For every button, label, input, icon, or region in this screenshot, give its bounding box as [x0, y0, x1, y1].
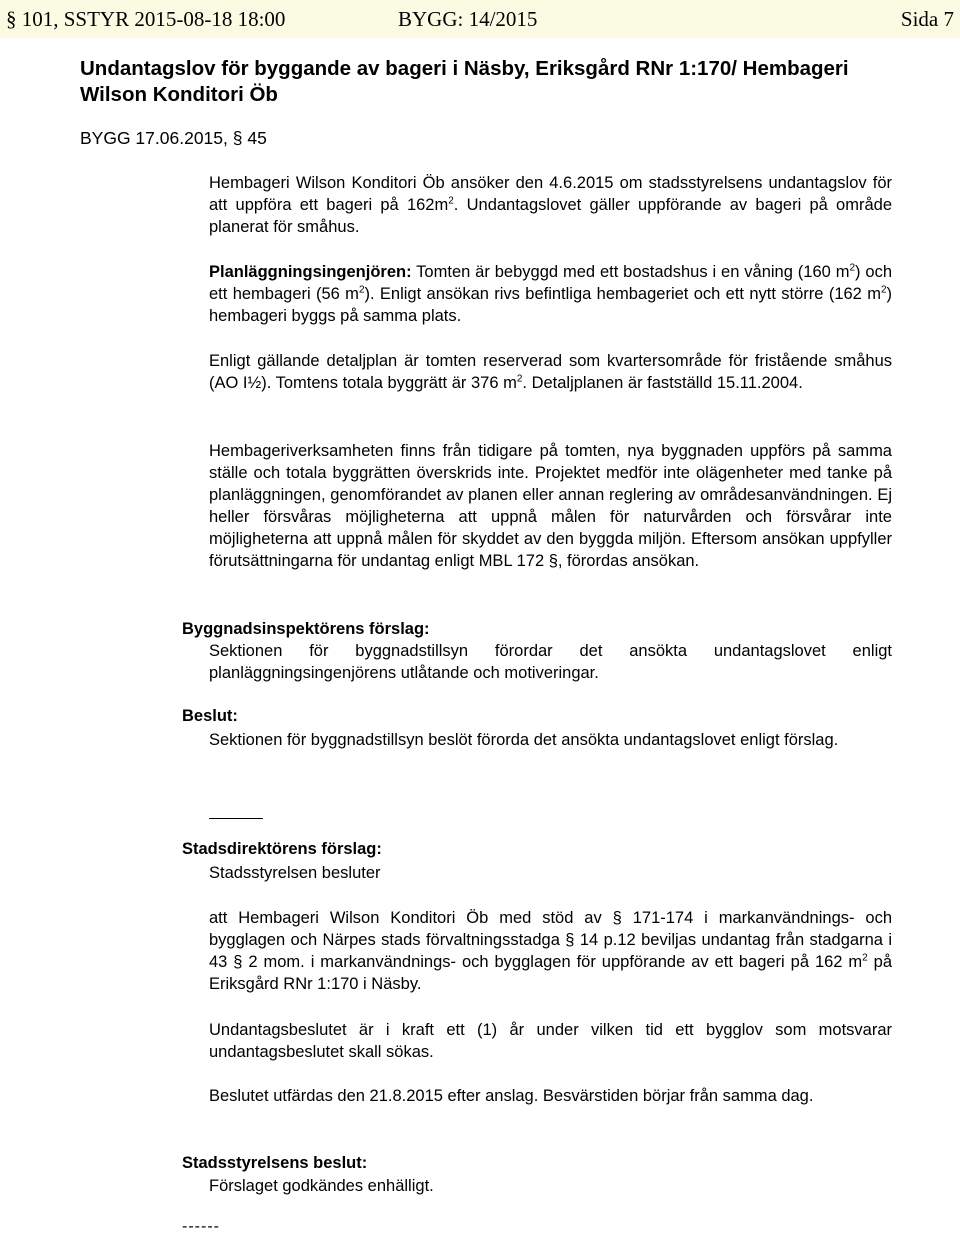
intro-text-2: . Undantagslovet gäller uppförande av bageri på område planerat för småhus.	[209, 196, 892, 236]
board-heading: Stadsstyrelsens beslut:	[182, 1154, 368, 1172]
planning-sup-1: 2	[849, 262, 855, 274]
director-issued: Beslutet utfärdas den 21.8.2015 efter anslag. Besvärstiden börjar från samma dag.	[209, 1087, 814, 1105]
end-mark: ------	[182, 1218, 220, 1235]
inspector-heading: Byggnadsinspektörens förslag:	[182, 620, 430, 638]
proposal-sup: 2	[862, 952, 868, 964]
planning-text-2: ) och ett hembageri (56 m	[209, 263, 892, 303]
detailplan-text-1: Enligt gällande detaljplan är tomten reserverad som kvartersområde för fristående småhus (AO I½). Tomtens totala byggrätt är 376 m	[209, 352, 892, 392]
proposal-text-2: på Eriksgård RNr 1:170 i Näsby.	[209, 953, 893, 993]
inspector-text: Sektionen för byggnadstillsyn förordar det ansökta undantagslovet enligt planläggningsingenjörens utlåtande och motiveringar.	[209, 642, 892, 682]
planning-sup-2: 2	[358, 284, 365, 296]
activity-paragraph: Hembageriverksamheten finns från tidigare på tomten, nya byggnaden uppförs på samma ställe och totala byggrätten överskrids inte. Projektet medför inte olägenheter med tanke på planläggningen, genomförandet av planen eller annan reglering av områdesanvändningen. Ej heller försvåras möjligheterna att uppnå målen för naturvården och försvårar inte möjligheterna att uppnå målen för skyddet av den byggda miljön. Eftersom ansökan uppfyller förutsättningarna för undantag enligt MBL 172 §, förordas ansökan.	[209, 442, 892, 570]
header-page-number: Sida 7	[900, 7, 954, 31]
planning-sup-3: 2	[880, 284, 887, 296]
planning-paragraph	[209, 261, 892, 327]
director-validity: Undantagsbeslutet är i kraft ett (1) år under vilken tid ett bygglov som motsvarar undantagsbeslutet skall sökas.	[209, 1021, 892, 1061]
page-header	[0, 0, 960, 38]
detailplan-sup: 2	[516, 373, 523, 385]
planning-text-1: Tomten är bebyggd med ett bostadshus i en våning (160 m	[411, 263, 850, 281]
decision-text: Sektionen för byggnadstillsyn beslöt förorda det ansökta undantagslovet enligt förslag.	[209, 731, 839, 749]
header-case-number: BYGG: 14/2015	[398, 7, 538, 31]
intro-paragraph	[209, 172, 892, 238]
proposal-text-1: att Hembageri Wilson Konditori Öb med stöd av § 171-174 i markanvändnings- och bygglagen och Närpes stads förvaltningsstadga § 14 p.12 beviljas undantag från stadgarna i 43 § 2 mom. i markanvändnings- och bygglagen för uppförande av ett bageri på 162 m	[209, 909, 892, 971]
planning-text-4: ) hembageri byggs på samma plats.	[209, 285, 892, 325]
detailplan-paragraph	[209, 350, 892, 394]
planning-label: Planläggningsingenjören:	[209, 263, 412, 281]
separator-line	[209, 818, 263, 819]
director-lead: Stadsstyrelsen besluter	[209, 864, 381, 882]
board-text: Förslaget godkändes enhälligt.	[209, 1177, 434, 1195]
director-heading: Stadsdirektörens förslag:	[182, 840, 382, 858]
reference-line: BYGG 17.06.2015, § 45	[80, 128, 267, 148]
detailplan-text-2: . Detaljplanen är fastställd 15.11.2004.	[522, 374, 803, 392]
intro-text-1: Hembageri Wilson Konditori Öb ansöker den 4.6.2015 om stadsstyrelsens undantagslov för att uppföra ett bageri på 162m	[209, 174, 892, 214]
decision-heading: Beslut:	[182, 707, 238, 725]
header-section-date: § 101, SSTYR 2015-08-18 18:00	[6, 7, 286, 31]
director-proposal	[209, 907, 892, 995]
planning-text-3: ). Enligt ansökan rivs befintliga hembageriet och ett nytt större (162 m	[364, 285, 881, 303]
intro-sup: 2	[448, 195, 454, 207]
document-title: Undantagslov för byggande av bageri i Näsby, Eriksgård RNr 1:170/ Hembageri Wilson Konditori Öb	[80, 57, 849, 106]
